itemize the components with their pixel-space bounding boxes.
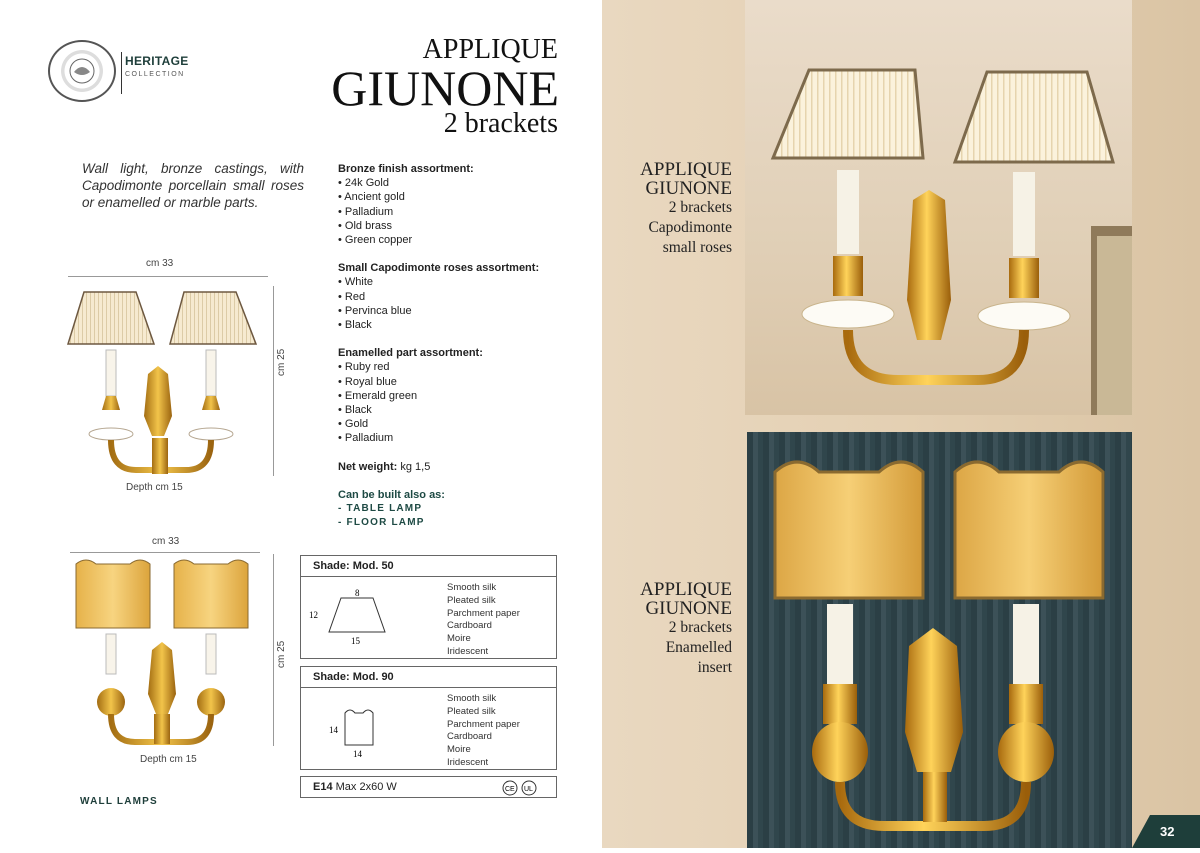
- page-title: GIUNONE: [331, 60, 559, 116]
- caption-roses-line4: Capodimonte: [648, 219, 732, 236]
- shade-mod90-width-dim: 14: [353, 749, 362, 759]
- specs-column: [338, 162, 578, 530]
- bulb-wattage: Max 2x60 W: [335, 781, 397, 793]
- caption-enamelled-line4: Enamelled: [665, 639, 732, 656]
- drawing2-depth-label: Depth cm 15: [140, 754, 197, 765]
- list-item: • Pervinca blue: [338, 304, 412, 317]
- drawing2-height-line: [273, 554, 274, 746]
- drawing1-width-label: cm 33: [146, 258, 174, 269]
- roses-assortment-block: [338, 261, 578, 332]
- svg-text:CE: CE: [505, 786, 515, 793]
- drawing1-lamp-illustration: [66, 286, 266, 478]
- also-built-block: [338, 488, 578, 531]
- net-weight-label: Net weight:: [338, 460, 398, 473]
- shade-mod90-diagram: [323, 699, 433, 763]
- bulb-spec-box: [300, 776, 557, 798]
- net-weight: [338, 460, 578, 474]
- brand-seal-logo: [48, 40, 116, 102]
- product-photo-roses: [745, 0, 1132, 415]
- product-photo-enamelled: [747, 432, 1132, 848]
- shade-mod90-height-dim: 14: [329, 725, 338, 735]
- list-item: • Black: [338, 404, 372, 417]
- list-item: - FLOOR LAMP: [338, 517, 425, 529]
- page-number: 32: [1160, 824, 1175, 839]
- net-weight-value: kg 1,5: [400, 460, 431, 473]
- roses-assortment-heading: Small Capodimonte roses assortment:: [338, 262, 540, 275]
- shade-mod90-title: Shade: Mod. 90: [301, 667, 556, 688]
- caption-roses-line2: GIUNONE: [645, 178, 732, 199]
- drawing1-height-line: [273, 286, 274, 476]
- list-item: Smooth silk: [447, 693, 497, 704]
- list-item: Iridescent: [447, 645, 489, 657]
- list-item: Pleated silk: [447, 594, 496, 606]
- list-item: Moire: [447, 633, 471, 645]
- list-item: • Emerald green: [338, 389, 418, 402]
- caption-roses-line1: APPLIQUE: [640, 159, 732, 180]
- list-item: Smooth silk: [447, 582, 497, 593]
- bulb-socket: E14: [313, 781, 333, 793]
- shade-mod50-materials: [447, 582, 520, 659]
- caption-roses-line3: 2 brackets: [668, 199, 732, 216]
- shade-mod50-box: [300, 555, 557, 659]
- caption-enamelled-line3: 2 brackets: [668, 619, 732, 636]
- caption-roses: [592, 160, 732, 258]
- bronze-finish-heading: Bronze finish assortment:: [338, 163, 474, 175]
- shade-mod50-height-dim: 12: [309, 610, 318, 620]
- list-item: • Royal blue: [338, 375, 397, 388]
- drawing2-height-label: cm 25: [276, 640, 287, 668]
- list-item: Parchment paper: [447, 607, 520, 619]
- caption-enamelled-line1: APPLIQUE: [640, 579, 732, 600]
- drawing1-width-line: [68, 276, 268, 277]
- brand-subtitle: COLLECTION: [125, 71, 185, 78]
- enamel-assortment-block: [338, 346, 578, 445]
- bulb-spec: [313, 781, 397, 793]
- product-description: Wall light, bronze castings, with Capodimonte porcellain small roses or enamelled or marble parts.: [82, 161, 304, 210]
- brand-name: HERITAGE: [125, 54, 189, 68]
- drawing2-width-label: cm 33: [152, 536, 180, 547]
- drawing2-width-line: [70, 552, 260, 553]
- brand-divider: [121, 52, 122, 94]
- caption-enamelled: [592, 580, 732, 678]
- drawing1-height-label: cm 25: [276, 348, 287, 376]
- list-item: • 24k Gold: [338, 177, 389, 190]
- shade-mod50-bottom-dim: 15: [351, 636, 360, 646]
- drawing2-lamp-illustration: [72, 554, 262, 750]
- list-item: • Green copper: [338, 234, 413, 247]
- list-item: • Palladium: [338, 432, 394, 445]
- drawing1-depth-label: Depth cm 15: [126, 482, 183, 493]
- shade-mod50-title: Shade: Mod. 50: [301, 556, 556, 577]
- list-item: • Old brass: [338, 219, 392, 232]
- list-item: Iridescent: [447, 756, 489, 768]
- list-item: - TABLE LAMP: [338, 503, 423, 515]
- enamel-assortment-heading: Enamelled part assortment:: [338, 347, 483, 360]
- title-subtitle: 2 brackets: [443, 108, 558, 139]
- list-item: • Red: [338, 290, 366, 303]
- list-item: • Black: [338, 319, 372, 332]
- shade-mod50-diagram: [309, 588, 433, 648]
- bronze-finish-block: [338, 162, 578, 247]
- shade-mod90-box: [300, 666, 557, 770]
- list-item: Parchment paper: [447, 718, 520, 730]
- shade-mod90-materials: [447, 693, 520, 770]
- list-item: • Gold: [338, 418, 369, 431]
- title-prefix: APPLIQUE: [422, 34, 558, 65]
- also-built-heading: Can be built also as:: [338, 488, 445, 501]
- list-item: • White: [338, 276, 374, 289]
- svg-text:UL: UL: [524, 786, 533, 793]
- list-item: Pleated silk: [447, 705, 496, 717]
- shade-mod50-top-dim: 8: [355, 588, 360, 598]
- list-item: • Ancient gold: [338, 191, 405, 204]
- list-item: Cardboard: [447, 731, 492, 743]
- caption-enamelled-line5: insert: [697, 659, 732, 676]
- list-item: Moire: [447, 744, 471, 756]
- list-item: • Ruby red: [338, 361, 390, 374]
- certification-icon: [501, 779, 547, 797]
- list-item: Cardboard: [447, 620, 492, 632]
- section-label: WALL LAMPS: [80, 796, 158, 807]
- caption-roses-line5: small roses: [662, 239, 732, 256]
- list-item: • Palladium: [338, 205, 394, 218]
- caption-enamelled-line2: GIUNONE: [645, 598, 732, 619]
